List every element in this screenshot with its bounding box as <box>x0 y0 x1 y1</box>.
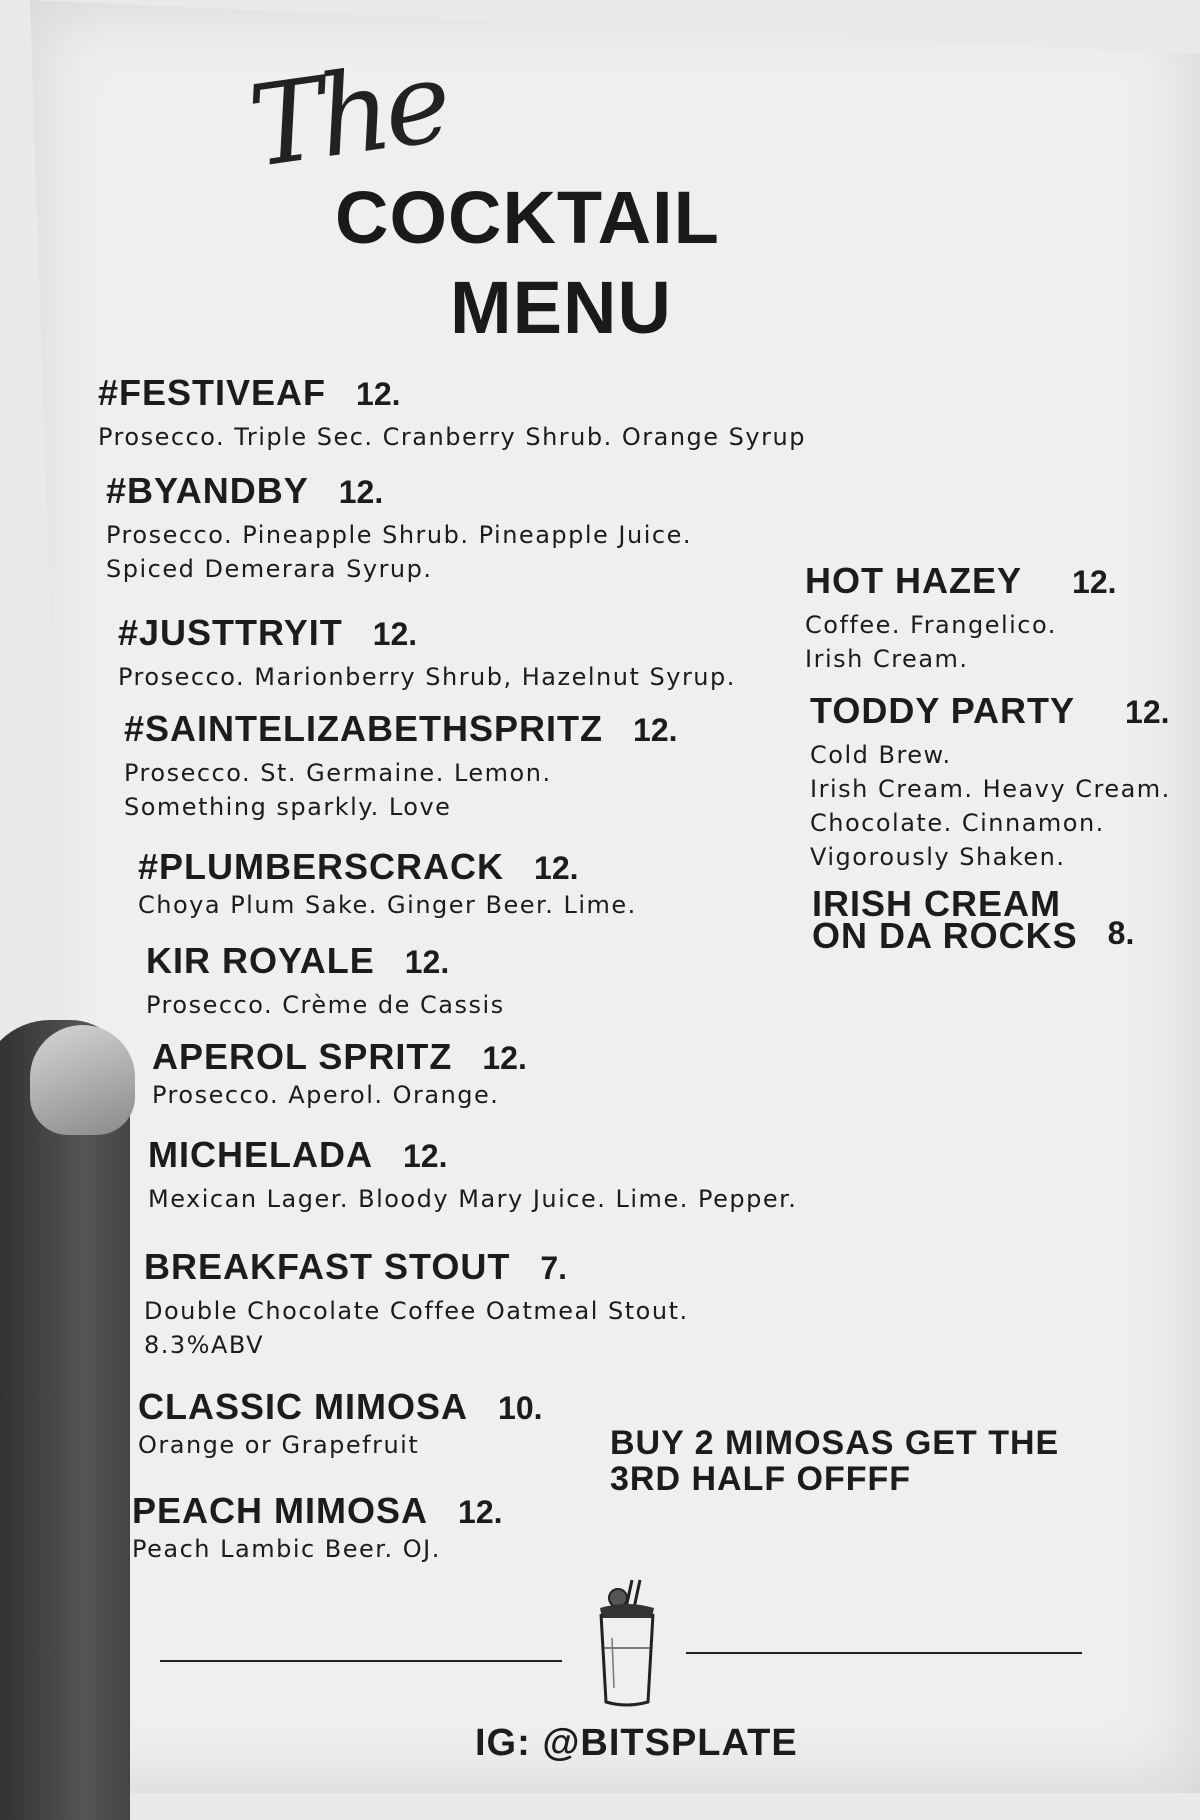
item-description: Prosecco. Crème de Cassis <box>146 991 505 1019</box>
menu-item <box>810 690 1171 874</box>
item-price: 12. <box>1072 564 1117 600</box>
item-price: 12. <box>338 474 384 510</box>
menu-item <box>144 1246 689 1362</box>
cocktail-glass-icon <box>592 1578 662 1708</box>
menu-item <box>106 470 692 586</box>
item-price: 12. <box>402 1138 448 1174</box>
item-price: 12. <box>534 850 579 886</box>
item-price: 12. <box>1125 694 1170 730</box>
item-price: 10. <box>498 1390 543 1426</box>
item-price: 12. <box>482 1040 527 1076</box>
menu-item <box>146 940 505 1022</box>
item-name: #BYANDBY <box>106 470 309 511</box>
item-description: Choya Plum Sake. Ginger Beer. Lime. <box>138 891 637 919</box>
item-name: MICHELADA <box>148 1134 373 1175</box>
header-script-word: The <box>241 37 454 193</box>
item-description: Prosecco. Pineapple Shrub. Pineapple Juice. Spiced Demerara Syrup. <box>106 521 692 583</box>
item-price: 12. <box>372 616 418 652</box>
item-name: #PLUMBERSCRACK <box>138 846 505 887</box>
divider-line-right <box>686 1652 1082 1654</box>
menu-item <box>98 372 806 454</box>
item-price: 12. <box>458 1494 503 1530</box>
item-description: Mexican Lager. Bloody Mary Juice. Lime. Pepper. <box>148 1185 798 1213</box>
item-description: Prosecco. St. Germaine. Lemon. Something sparkly. Love <box>124 759 552 821</box>
menu-item <box>148 1134 797 1216</box>
item-description: Cold Brew. Irish Cream. Heavy Cream. Chocolate. Cinnamon. Vigorously Shaken. <box>810 741 1171 871</box>
item-name: IRISH CREAM ON DA ROCKS <box>812 883 1078 956</box>
fingernail <box>30 1025 135 1135</box>
menu-item <box>812 883 1135 956</box>
item-name: #FESTIVEAF <box>98 372 327 413</box>
item-description: Double Chocolate Coffee Oatmeal Stout. 8.3%ABV <box>144 1297 689 1359</box>
item-price: 7. <box>540 1250 568 1286</box>
menu-item <box>138 846 637 922</box>
item-name: #JUSTTRYIT <box>118 612 343 653</box>
divider-line-left <box>160 1660 562 1662</box>
item-name: APEROL SPRITZ <box>152 1036 453 1077</box>
menu-item <box>132 1490 503 1566</box>
item-price: 8. <box>1107 915 1135 951</box>
header-title-line1: COCKTAIL <box>335 176 720 259</box>
menu-item <box>124 708 678 824</box>
item-name: HOT HAZEY <box>805 560 1023 601</box>
item-name: PEACH MIMOSA <box>132 1490 429 1531</box>
item-price: 12. <box>633 712 678 748</box>
item-name: BREAKFAST STOUT <box>144 1246 511 1287</box>
item-description: Peach Lambic Beer. OJ. <box>132 1535 441 1563</box>
menu-item <box>118 612 736 694</box>
menu-item <box>805 560 1117 676</box>
promo-text: BUY 2 MIMOSAS GET THE 3RD HALF OFFFF <box>610 1424 1060 1498</box>
menu-item <box>138 1386 543 1462</box>
item-description: Coffee. Frangelico. Irish Cream. <box>805 611 1057 673</box>
menu-header <box>240 37 760 360</box>
menu-item <box>152 1036 527 1112</box>
item-name: TODDY PARTY <box>810 690 1076 731</box>
item-description: Prosecco. Marionberry Shrub, Hazelnut Syrup. <box>118 663 736 691</box>
header-title-line2: MENU <box>450 266 672 349</box>
item-name: CLASSIC MIMOSA <box>138 1386 469 1427</box>
holding-finger <box>0 1020 130 1820</box>
item-description: Prosecco. Triple Sec. Cranberry Shrub. Orange Syrup <box>98 423 806 451</box>
item-description: Orange or Grapefruit <box>138 1431 420 1459</box>
item-name: KIR ROYALE <box>146 940 375 981</box>
item-description: Prosecco. Aperol. Orange. <box>152 1081 500 1109</box>
item-name: #SAINTELIZABETHSPRITZ <box>124 708 604 749</box>
item-price: 12. <box>356 376 401 412</box>
item-price: 12. <box>404 944 450 980</box>
instagram-handle: IG: @BITSPLATE <box>475 1722 798 1764</box>
